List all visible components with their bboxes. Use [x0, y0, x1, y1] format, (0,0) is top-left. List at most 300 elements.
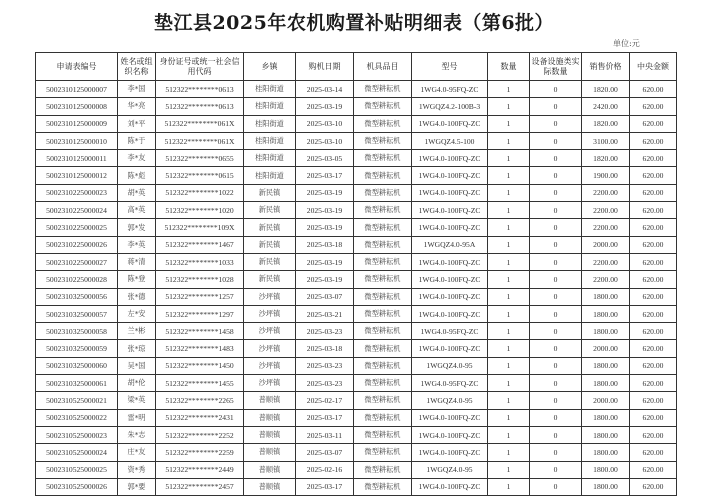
cell-sale-price: 1800.00 — [582, 478, 630, 495]
col-header-purchase-date: 购机日期 — [296, 53, 354, 81]
cell-name: 李*英 — [118, 236, 156, 253]
cell-application-no: 5002310525000024 — [36, 444, 118, 461]
cell-id-code: 512322********2259 — [156, 444, 244, 461]
cell-actual-quantity: 0 — [530, 271, 582, 288]
cell-model: 1WG4.0-100FQ-ZC — [412, 305, 488, 322]
cell-machine-category: 微型耕耘机 — [354, 167, 412, 184]
cell-purchase-date: 2025-03-19 — [296, 253, 354, 270]
cell-purchase-date: 2025-02-16 — [296, 461, 354, 478]
cell-id-code: 512322********1297 — [156, 305, 244, 322]
cell-model: 1WG4.0-100FQ-ZC — [412, 253, 488, 270]
cell-id-code: 512322********1033 — [156, 253, 244, 270]
cell-name: 朱*志 — [118, 426, 156, 443]
cell-township: 沙坪镇 — [244, 323, 296, 340]
header-row — [36, 53, 677, 81]
cell-id-code: 512322********1483 — [156, 340, 244, 357]
cell-central-amount: 620.00 — [630, 81, 677, 98]
cell-township: 沙坪镇 — [244, 357, 296, 374]
cell-name: 资*秀 — [118, 461, 156, 478]
unit-label: 单位:元 — [613, 39, 640, 48]
cell-name: 华*亮 — [118, 98, 156, 115]
cell-actual-quantity: 0 — [530, 219, 582, 236]
cell-purchase-date: 2025-03-23 — [296, 375, 354, 392]
cell-application-no: 5002310125000012 — [36, 167, 118, 184]
cell-purchase-date: 2025-03-05 — [296, 150, 354, 167]
cell-machine-category: 微型耕耘机 — [354, 132, 412, 149]
cell-model: 1WGQZ4.0-95 — [412, 392, 488, 409]
table-row — [36, 202, 677, 219]
cell-actual-quantity: 0 — [530, 375, 582, 392]
table-row — [36, 305, 677, 322]
cell-machine-category: 微型耕耘机 — [354, 305, 412, 322]
cell-application-no: 5002310525000021 — [36, 392, 118, 409]
cell-sale-price: 2200.00 — [582, 184, 630, 201]
cell-central-amount: 620.00 — [630, 253, 677, 270]
cell-actual-quantity: 0 — [530, 478, 582, 495]
table-row — [36, 271, 677, 288]
cell-machine-category: 微型耕耘机 — [354, 461, 412, 478]
table-row — [36, 357, 677, 374]
cell-township: 桂阳街道 — [244, 150, 296, 167]
cell-name: 张*琼 — [118, 340, 156, 357]
cell-purchase-date: 2025-03-19 — [296, 219, 354, 236]
cell-central-amount: 620.00 — [630, 409, 677, 426]
cell-machine-category: 微型耕耘机 — [354, 478, 412, 495]
cell-machine-category: 微型耕耘机 — [354, 98, 412, 115]
cell-quantity: 1 — [488, 461, 530, 478]
cell-sale-price: 1820.00 — [582, 115, 630, 132]
cell-id-code: 512322********2265 — [156, 392, 244, 409]
cell-actual-quantity: 0 — [530, 202, 582, 219]
cell-actual-quantity: 0 — [530, 150, 582, 167]
cell-township: 沙坪镇 — [244, 305, 296, 322]
cell-central-amount: 620.00 — [630, 219, 677, 236]
cell-township: 普顺镇 — [244, 478, 296, 495]
col-header-id-code: 身份证号或统一社会信用代码 — [156, 53, 244, 81]
cell-id-code: 512322********0615 — [156, 167, 244, 184]
cell-purchase-date: 2025-03-11 — [296, 426, 354, 443]
cell-id-code: 512322********2457 — [156, 478, 244, 495]
cell-id-code: 512322********1455 — [156, 375, 244, 392]
cell-quantity: 1 — [488, 392, 530, 409]
cell-sale-price: 2000.00 — [582, 236, 630, 253]
table-row — [36, 115, 677, 132]
cell-model: 1WG4.0-100FQ-ZC — [412, 340, 488, 357]
cell-name: 刘*平 — [118, 115, 156, 132]
cell-application-no: 5002310325000056 — [36, 288, 118, 305]
cell-sale-price: 1800.00 — [582, 461, 630, 478]
cell-name: 郭*要 — [118, 478, 156, 495]
cell-actual-quantity: 0 — [530, 461, 582, 478]
cell-quantity: 1 — [488, 426, 530, 443]
cell-model: 1WGQZ4.0-95 — [412, 357, 488, 374]
cell-id-code: 512322********0613 — [156, 81, 244, 98]
cell-central-amount: 620.00 — [630, 236, 677, 253]
cell-quantity: 1 — [488, 357, 530, 374]
cell-name: 蒋*清 — [118, 253, 156, 270]
cell-name: 胡*英 — [118, 184, 156, 201]
cell-application-no: 5002310125000007 — [36, 81, 118, 98]
cell-purchase-date: 2025-03-19 — [296, 184, 354, 201]
cell-machine-category: 微型耕耘机 — [354, 202, 412, 219]
cell-machine-category: 微型耕耘机 — [354, 444, 412, 461]
cell-machine-category: 微型耕耘机 — [354, 409, 412, 426]
cell-township: 桂阳街道 — [244, 81, 296, 98]
cell-central-amount: 620.00 — [630, 202, 677, 219]
cell-application-no: 5002310225000024 — [36, 202, 118, 219]
cell-actual-quantity: 0 — [530, 132, 582, 149]
cell-quantity: 1 — [488, 271, 530, 288]
cell-purchase-date: 2025-03-18 — [296, 236, 354, 253]
col-header-name: 姓名或组织名称 — [118, 53, 156, 81]
cell-purchase-date: 2025-03-17 — [296, 478, 354, 495]
cell-central-amount: 620.00 — [630, 478, 677, 495]
cell-name: 郭*发 — [118, 219, 156, 236]
cell-central-amount: 620.00 — [630, 132, 677, 149]
cell-purchase-date: 2025-03-19 — [296, 271, 354, 288]
cell-sale-price: 2420.00 — [582, 98, 630, 115]
cell-purchase-date: 2025-03-14 — [296, 81, 354, 98]
cell-id-code: 512322********109X — [156, 219, 244, 236]
cell-application-no: 5002310225000027 — [36, 253, 118, 270]
cell-machine-category: 微型耕耘机 — [354, 288, 412, 305]
col-header-quantity: 数量 — [488, 53, 530, 81]
cell-township: 桂阳街道 — [244, 98, 296, 115]
cell-model: 1WGQZ4.2-100B-3 — [412, 98, 488, 115]
table-row — [36, 409, 677, 426]
cell-township: 桂阳街道 — [244, 115, 296, 132]
cell-application-no: 5002310225000026 — [36, 236, 118, 253]
cell-purchase-date: 2025-03-07 — [296, 288, 354, 305]
cell-purchase-date: 2025-03-23 — [296, 323, 354, 340]
cell-name: 庄*友 — [118, 444, 156, 461]
cell-id-code: 512322********1450 — [156, 357, 244, 374]
cell-actual-quantity: 0 — [530, 167, 582, 184]
cell-central-amount: 620.00 — [630, 392, 677, 409]
table-row — [36, 444, 677, 461]
cell-actual-quantity: 0 — [530, 392, 582, 409]
cell-central-amount: 620.00 — [630, 115, 677, 132]
cell-id-code: 512322********1467 — [156, 236, 244, 253]
cell-quantity: 1 — [488, 340, 530, 357]
cell-quantity: 1 — [488, 81, 530, 98]
cell-quantity: 1 — [488, 202, 530, 219]
cell-township: 沙坪镇 — [244, 340, 296, 357]
cell-sale-price: 1800.00 — [582, 426, 630, 443]
cell-machine-category: 微型耕耘机 — [354, 236, 412, 253]
cell-application-no: 5002310325000059 — [36, 340, 118, 357]
cell-central-amount: 620.00 — [630, 323, 677, 340]
table-row — [36, 167, 677, 184]
cell-central-amount: 620.00 — [630, 340, 677, 357]
cell-actual-quantity: 0 — [530, 323, 582, 340]
cell-township: 新民镇 — [244, 184, 296, 201]
cell-actual-quantity: 0 — [530, 115, 582, 132]
cell-name: 胡*伦 — [118, 375, 156, 392]
cell-central-amount: 620.00 — [630, 426, 677, 443]
cell-application-no: 5002310125000008 — [36, 98, 118, 115]
cell-id-code: 512322********061X — [156, 115, 244, 132]
cell-central-amount: 620.00 — [630, 288, 677, 305]
table-row — [36, 323, 677, 340]
cell-sale-price: 1800.00 — [582, 323, 630, 340]
cell-model: 1WG4.0-95FQ-ZC — [412, 323, 488, 340]
cell-purchase-date: 2025-03-19 — [296, 98, 354, 115]
cell-machine-category: 微型耕耘机 — [354, 184, 412, 201]
cell-machine-category: 微型耕耘机 — [354, 271, 412, 288]
cell-purchase-date: 2025-03-17 — [296, 409, 354, 426]
cell-application-no: 5002310525000023 — [36, 426, 118, 443]
cell-model: 1WG4.0-100FQ-ZC — [412, 426, 488, 443]
cell-quantity: 1 — [488, 323, 530, 340]
col-header-application-no: 申请表编号 — [36, 53, 118, 81]
table-row — [36, 184, 677, 201]
table-row — [36, 340, 677, 357]
cell-name: 兰*彬 — [118, 323, 156, 340]
cell-central-amount: 620.00 — [630, 184, 677, 201]
cell-sale-price: 1800.00 — [582, 444, 630, 461]
cell-application-no: 5002310325000058 — [36, 323, 118, 340]
cell-id-code: 512322********1022 — [156, 184, 244, 201]
cell-actual-quantity: 0 — [530, 409, 582, 426]
cell-model: 1WG4.0-100FQ-ZC — [412, 150, 488, 167]
cell-purchase-date: 2025-03-10 — [296, 115, 354, 132]
table-row — [36, 478, 677, 495]
cell-model: 1WG4.0-95FQ-ZC — [412, 81, 488, 98]
cell-central-amount: 620.00 — [630, 150, 677, 167]
cell-sale-price: 1800.00 — [582, 357, 630, 374]
cell-central-amount: 620.00 — [630, 375, 677, 392]
cell-actual-quantity: 0 — [530, 305, 582, 322]
cell-sale-price: 1800.00 — [582, 409, 630, 426]
cell-township: 桂阳街道 — [244, 167, 296, 184]
col-header-machine-category: 机具品目 — [354, 53, 412, 81]
table-row — [36, 132, 677, 149]
table-row — [36, 253, 677, 270]
cell-model: 1WG4.0-100FQ-ZC — [412, 409, 488, 426]
cell-model: 1WG4.0-100FQ-ZC — [412, 184, 488, 201]
cell-machine-category: 微型耕耘机 — [354, 426, 412, 443]
cell-name: 陈*登 — [118, 271, 156, 288]
cell-model: 1WG4.0-95FQ-ZC — [412, 375, 488, 392]
cell-machine-category: 微型耕耘机 — [354, 357, 412, 374]
table-row — [36, 81, 677, 98]
table-row — [36, 375, 677, 392]
table-row — [36, 98, 677, 115]
cell-name: 雷*明 — [118, 409, 156, 426]
cell-sale-price: 1800.00 — [582, 305, 630, 322]
cell-township: 新民镇 — [244, 202, 296, 219]
cell-machine-category: 微型耕耘机 — [354, 375, 412, 392]
cell-application-no: 5002310325000057 — [36, 305, 118, 322]
cell-sale-price: 2000.00 — [582, 340, 630, 357]
cell-name: 李*友 — [118, 150, 156, 167]
cell-application-no: 5002310525000025 — [36, 461, 118, 478]
cell-name: 陈*于 — [118, 132, 156, 149]
cell-machine-category: 微型耕耘机 — [354, 115, 412, 132]
cell-machine-category: 微型耕耘机 — [354, 81, 412, 98]
document-title: 垫江县2025年农机购置补贴明细表（第6批） — [153, 12, 555, 34]
cell-township: 新民镇 — [244, 253, 296, 270]
cell-quantity: 1 — [488, 167, 530, 184]
cell-purchase-date: 2025-03-23 — [296, 357, 354, 374]
cell-model: 1WGQZ4.5-100 — [412, 132, 488, 149]
cell-machine-category: 微型耕耘机 — [354, 150, 412, 167]
cell-model: 1WG4.0-100FQ-ZC — [412, 444, 488, 461]
table-row — [36, 426, 677, 443]
cell-central-amount: 620.00 — [630, 305, 677, 322]
cell-name: 梁*英 — [118, 392, 156, 409]
cell-id-code: 512322********1020 — [156, 202, 244, 219]
cell-purchase-date: 2025-03-17 — [296, 167, 354, 184]
cell-application-no: 5002310325000060 — [36, 357, 118, 374]
cell-quantity: 1 — [488, 375, 530, 392]
cell-quantity: 1 — [488, 288, 530, 305]
cell-application-no: 5002310525000022 — [36, 409, 118, 426]
cell-purchase-date: 2025-03-19 — [296, 202, 354, 219]
cell-id-code: 512322********2449 — [156, 461, 244, 478]
cell-name: 吴*国 — [118, 357, 156, 374]
cell-model: 1WGQZ4.0-95A — [412, 236, 488, 253]
cell-quantity: 1 — [488, 150, 530, 167]
cell-machine-category: 微型耕耘机 — [354, 323, 412, 340]
col-header-actual-quantity: 设备设施类实际数量 — [530, 53, 582, 81]
cell-township: 新民镇 — [244, 271, 296, 288]
cell-quantity: 1 — [488, 409, 530, 426]
cell-purchase-date: 2025-03-18 — [296, 340, 354, 357]
cell-name: 张*德 — [118, 288, 156, 305]
cell-id-code: 512322********1458 — [156, 323, 244, 340]
table-row — [36, 219, 677, 236]
cell-model: 1WG4.0-100FQ-ZC — [412, 167, 488, 184]
cell-sale-price: 1820.00 — [582, 81, 630, 98]
cell-township: 普顺镇 — [244, 444, 296, 461]
cell-id-code: 512322********0613 — [156, 98, 244, 115]
cell-id-code: 512322********2252 — [156, 426, 244, 443]
cell-central-amount: 620.00 — [630, 357, 677, 374]
cell-actual-quantity: 0 — [530, 184, 582, 201]
col-header-sale-price: 销售价格 — [582, 53, 630, 81]
cell-model: 1WG4.0-100FQ-ZC — [412, 478, 488, 495]
cell-sale-price: 2200.00 — [582, 253, 630, 270]
cell-id-code: 512322********1028 — [156, 271, 244, 288]
cell-model: 1WG4.0-100FQ-ZC — [412, 271, 488, 288]
cell-quantity: 1 — [488, 478, 530, 495]
cell-quantity: 1 — [488, 184, 530, 201]
cell-application-no: 5002310125000011 — [36, 150, 118, 167]
cell-model: 1WG4.0-100FQ-ZC — [412, 288, 488, 305]
cell-actual-quantity: 0 — [530, 253, 582, 270]
cell-actual-quantity: 0 — [530, 444, 582, 461]
cell-model: 1WG4.0-100FQ-ZC — [412, 219, 488, 236]
cell-sale-price: 1820.00 — [582, 150, 630, 167]
cell-sale-price: 3100.00 — [582, 132, 630, 149]
table-row — [36, 288, 677, 305]
cell-sale-price: 1800.00 — [582, 375, 630, 392]
cell-purchase-date: 2025-03-21 — [296, 305, 354, 322]
cell-central-amount: 620.00 — [630, 461, 677, 478]
cell-application-no: 5002310525000026 — [36, 478, 118, 495]
col-header-central-amount: 中央金额 — [630, 53, 677, 81]
cell-sale-price: 2000.00 — [582, 392, 630, 409]
cell-quantity: 1 — [488, 253, 530, 270]
cell-quantity: 1 — [488, 305, 530, 322]
cell-central-amount: 620.00 — [630, 98, 677, 115]
cell-central-amount: 620.00 — [630, 444, 677, 461]
cell-quantity: 1 — [488, 132, 530, 149]
cell-actual-quantity: 0 — [530, 98, 582, 115]
cell-machine-category: 微型耕耘机 — [354, 219, 412, 236]
table-body — [36, 81, 677, 496]
cell-sale-price: 2200.00 — [582, 219, 630, 236]
cell-name: 陈*彪 — [118, 167, 156, 184]
cell-id-code: 512322********2431 — [156, 409, 244, 426]
cell-application-no: 5002310225000023 — [36, 184, 118, 201]
cell-model: 1WG4.0-100FQ-ZC — [412, 115, 488, 132]
cell-quantity: 1 — [488, 219, 530, 236]
subsidy-detail-table — [35, 52, 677, 496]
cell-township: 新民镇 — [244, 236, 296, 253]
cell-actual-quantity: 0 — [530, 236, 582, 253]
cell-application-no: 5002310325000061 — [36, 375, 118, 392]
cell-township: 普顺镇 — [244, 461, 296, 478]
cell-sale-price: 1900.00 — [582, 167, 630, 184]
cell-quantity: 1 — [488, 98, 530, 115]
cell-application-no: 5002310125000010 — [36, 132, 118, 149]
table-row — [36, 236, 677, 253]
table-row — [36, 150, 677, 167]
cell-name: 高*英 — [118, 202, 156, 219]
cell-central-amount: 620.00 — [630, 167, 677, 184]
cell-sale-price: 2200.00 — [582, 271, 630, 288]
cell-application-no: 5002310125000009 — [36, 115, 118, 132]
cell-township: 新民镇 — [244, 219, 296, 236]
cell-model: 1WGQZ4.0-95 — [412, 461, 488, 478]
cell-actual-quantity: 0 — [530, 357, 582, 374]
table-row — [36, 392, 677, 409]
col-header-model: 型号 — [412, 53, 488, 81]
cell-township: 普顺镇 — [244, 409, 296, 426]
cell-actual-quantity: 0 — [530, 340, 582, 357]
cell-purchase-date: 2025-03-10 — [296, 132, 354, 149]
cell-actual-quantity: 0 — [530, 426, 582, 443]
cell-township: 桂阳街道 — [244, 132, 296, 149]
cell-application-no: 5002310225000025 — [36, 219, 118, 236]
cell-name: 左*安 — [118, 305, 156, 322]
cell-sale-price: 1800.00 — [582, 288, 630, 305]
cell-sale-price: 2200.00 — [582, 202, 630, 219]
cell-machine-category: 微型耕耘机 — [354, 392, 412, 409]
cell-township: 沙坪镇 — [244, 288, 296, 305]
cell-id-code: 512322********1257 — [156, 288, 244, 305]
cell-quantity: 1 — [488, 115, 530, 132]
cell-machine-category: 微型耕耘机 — [354, 340, 412, 357]
cell-id-code: 512322********061X — [156, 132, 244, 149]
cell-township: 普顺镇 — [244, 392, 296, 409]
cell-township: 沙坪镇 — [244, 375, 296, 392]
cell-quantity: 1 — [488, 444, 530, 461]
cell-purchase-date: 2025-03-07 — [296, 444, 354, 461]
cell-model: 1WG4.0-100FQ-ZC — [412, 202, 488, 219]
cell-central-amount: 620.00 — [630, 271, 677, 288]
table-row — [36, 461, 677, 478]
cell-name: 李*国 — [118, 81, 156, 98]
cell-machine-category: 微型耕耘机 — [354, 253, 412, 270]
cell-actual-quantity: 0 — [530, 81, 582, 98]
cell-actual-quantity: 0 — [530, 288, 582, 305]
cell-purchase-date: 2025-02-17 — [296, 392, 354, 409]
cell-application-no: 5002310225000028 — [36, 271, 118, 288]
